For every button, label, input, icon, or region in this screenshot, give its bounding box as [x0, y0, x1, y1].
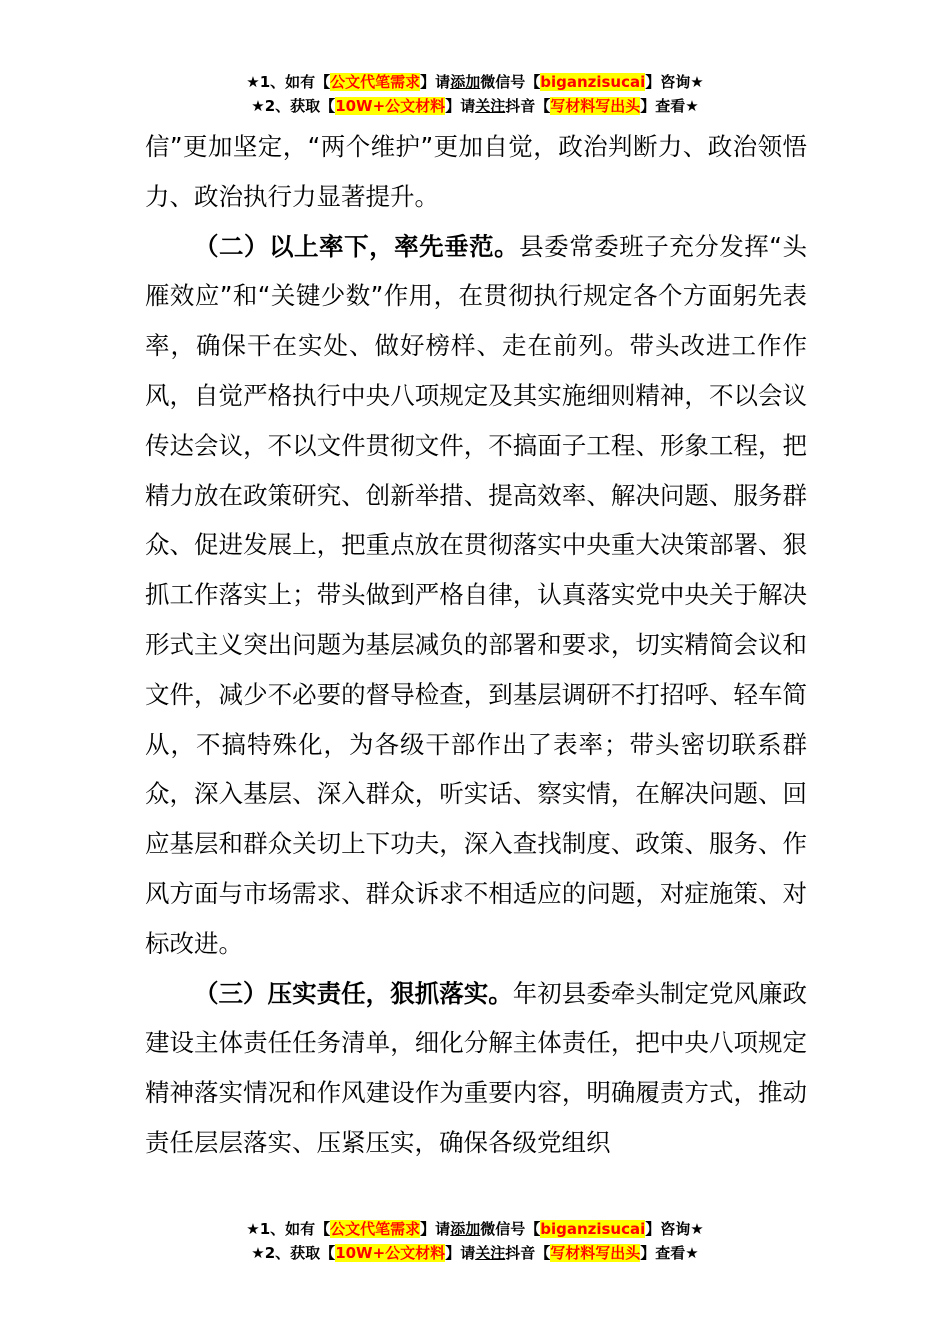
- star-icon: ★: [246, 1220, 260, 1238]
- highlight-service: 公文代笔需求: [330, 1220, 421, 1238]
- header-banner: [0, 70, 950, 118]
- banner-line-2: ★2、获取【10W+公文材料】请关注抖音【写材料写出头】查看★: [251, 1244, 699, 1262]
- highlight-materials: 10W+公文材料: [335, 97, 446, 115]
- footer-banner: [0, 1217, 950, 1265]
- star-icon: ★: [251, 97, 265, 115]
- highlight-wechat-id: biganzisucai: [540, 1220, 646, 1238]
- paragraph-section-2: [145, 222, 807, 969]
- star-icon: ★: [251, 1244, 265, 1262]
- section-text: 年初县委牵头制定党风廉政建设主体责任任务清单，细化分解主体责任，把中央八项规定精神落实情况和作风建设作为重要内容，明确履责方式，推动责任层层落实、压紧压实，确保各级党组织: [145, 978, 808, 1157]
- section-heading: （二）以上率下，率先垂范。: [194, 231, 520, 261]
- highlight-douyin-account: 写材料写出头: [550, 97, 641, 115]
- highlight-materials: 10W+公文材料: [335, 1244, 446, 1262]
- highlight-douyin-account: 写材料写出头: [550, 1244, 641, 1262]
- section-heading: （三）压实责任，狠抓落实。: [194, 978, 513, 1008]
- paragraph-section-3: [145, 969, 807, 1168]
- highlight-service: 公文代笔需求: [330, 73, 421, 91]
- banner-line-1: ★1、如有【公文代笔需求】请添加微信号【biganzisucai】咨询★: [246, 1220, 704, 1238]
- highlight-wechat-id: biganzisucai: [540, 73, 646, 91]
- document-body: [145, 122, 807, 1168]
- banner-line-1: ★1、如有【公文代笔需求】请添加微信号【biganzisucai】咨询★: [246, 73, 704, 91]
- paragraph-continued: 信”更加坚定，“两个维护”更加自觉，政治判断力、政治领悟力、政治执行力显著提升。: [145, 132, 807, 211]
- star-icon: ★: [246, 73, 260, 91]
- section-text: 县委常委班子充分发挥“头雁效应”和“关键少数”作用，在贯彻执行规定各个方面躬先表率，确保干在实处、做好榜样、走在前列。带头改进工作作风，自觉严格执行中央八项规定及其实施细则精神，不以会议传达会议，不以文件贯彻文件，不搞面子工程、形象工程，把精力放在政策研究、创新举措、提高效率、解决问题、服务群众、促进发展上，把重点放在贯彻落实中央重大决策部署、狠抓工作落实上；带头做到严格自律，认真落实党中央关于解决形式主义突出问题为基层减负的部署和要求，切实精简会议和文件，减少不必要的督导检查，到基层调研不打招呼、轻车简从，不搞特殊化，为各级干部作出了表率；带头密切联系群众，深入基层、深入群众，听实话、察实情，在解决问题、回应基层和群众关切上下功夫，深入查找制度、政策、服务、作风方面与市场需求、群众诉求不相适应的问题，对症施策、对标改进。: [145, 231, 807, 958]
- banner-line-2: ★2、获取【10W+公文材料】请关注抖音【写材料写出头】查看★: [251, 97, 699, 115]
